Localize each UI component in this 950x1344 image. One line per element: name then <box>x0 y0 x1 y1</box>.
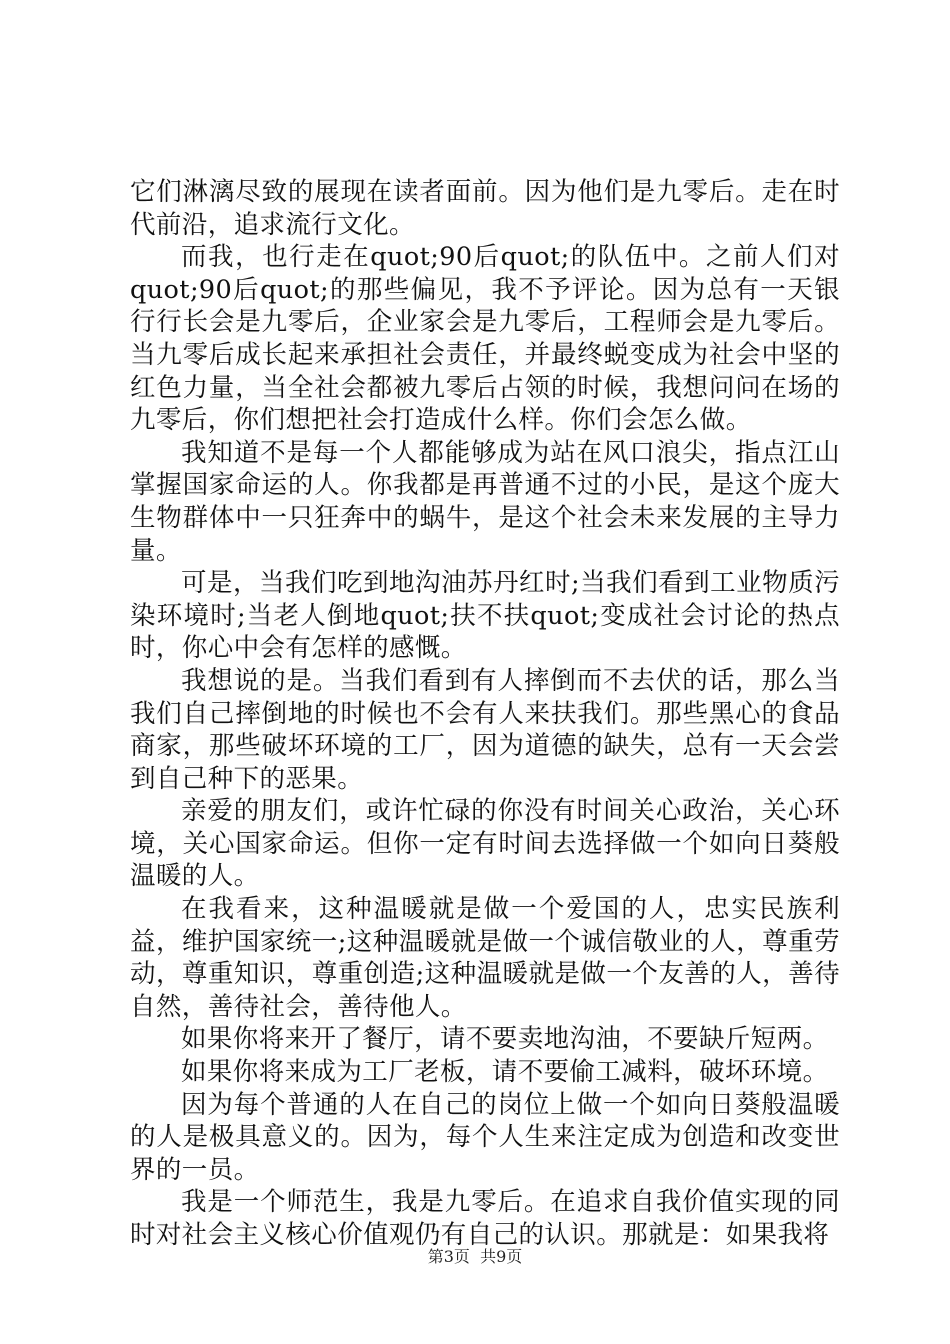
paragraph-1: 它们淋漓尽致的展现在读者面前。因为他们是九零后。走在时代前沿，追求流行文化。 <box>130 177 840 240</box>
paragraph-5: 我想说的是。当我们看到有人摔倒而不去伏的话，那么当我们自己摔倒地的时候也不会有人来扶我们。那些黑心的食品商家，那些破坏环境的工厂，因为道德的缺失，总有一天会尝到自己种下的恶果。 <box>130 665 840 794</box>
paragraph-3: 我知道不是每一个人都能够成为站在风口浪尖，指点江山掌握国家命运的人。你我都是再普通不过的小民，是这个庞大生物群体中一只狂奔中的蜗牛，是这个社会未来发展的主导力量。 <box>130 437 840 566</box>
paragraph-11: 我是一个师范生，我是九零后。在追求自我价值实现的同时对社会主义核心价值观仍有自己的认识。那就是：如果我将 <box>130 1187 840 1250</box>
paragraph-2: 而我，也行走在quot;90后quot;的队伍中。之前人们对quot;90后quot;的那些偏见，我不予评论。因为总有一天银行行长会是九零后，企业家会是九零后，工程师会是九零后。当九零后成长起来承担社会责任，并最终蜕变成为社会中坚的红色力量，当全社会都被九零后占领的时候，我想问问在场的九零后，你们想把社会打造成什么样。你们会怎么做。 <box>130 242 840 436</box>
paragraph-9: 如果你将来成为工厂老板，请不要偷工减料，破坏环境。 <box>181 1057 829 1088</box>
page-number-footer: 第3页 共9页 <box>427 1247 523 1266</box>
paragraph-7: 在我看来，这种温暖就是做一个爱国的人，忠实民族利益，维护国家统一;这种温暖就是做一个诚信敬业的人，尊重劳动，尊重知识，尊重创造;这种温暖就是做一个友善的人，善待自然，善待社会，善待他人。 <box>130 894 840 1022</box>
document-body <box>130 176 840 1252</box>
paragraph-8: 如果你将来开了餐厅，请不要卖地沟油，不要缺斤短两。 <box>181 1024 829 1055</box>
paragraph-4: 可是，当我们吃到地沟油苏丹红时;当我们看到工业物质污染环境时;当老人倒地quot;扶不扶quot;变成社会讨论的热点时，你心中会有怎样的感慨。 <box>130 568 840 664</box>
paragraph-10: 因为每个普通的人在自己的岗位上做一个如向日葵般温暖的人是极具意义的。因为，每个人生来注定成为创造和改变世界的一员。 <box>130 1089 840 1185</box>
paragraph-6: 亲爱的朋友们，或许忙碌的你没有时间关心政治，关心环境，关心国家命运。但你一定有时间去选择做一个如向日葵般温暖的人。 <box>130 796 840 892</box>
